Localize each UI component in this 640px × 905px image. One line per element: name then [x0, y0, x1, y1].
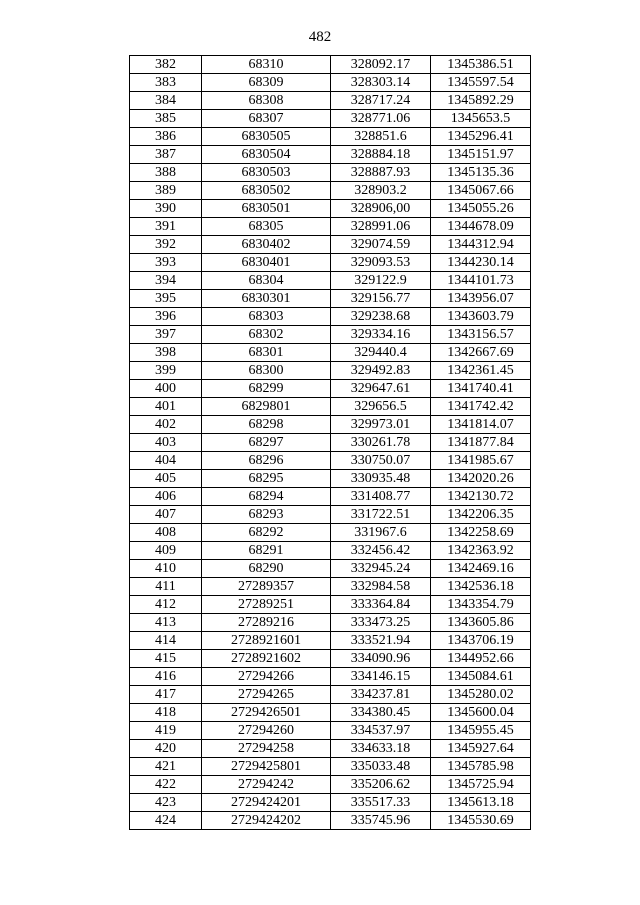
row-number-cell: 417	[130, 686, 202, 704]
y-coordinate-cell: 1345084.61	[431, 668, 531, 686]
table-row	[130, 218, 531, 236]
y-coordinate-cell: 1344312.94	[431, 236, 531, 254]
row-number-cell: 407	[130, 506, 202, 524]
point-id-cell: 68290	[202, 560, 331, 578]
x-coordinate-cell: 328906,00	[331, 200, 431, 218]
y-coordinate-cell: 1345785.98	[431, 758, 531, 776]
point-id-cell: 2728921602	[202, 650, 331, 668]
x-coordinate-cell: 329122.9	[331, 272, 431, 290]
row-number-cell: 396	[130, 308, 202, 326]
point-id-cell: 68303	[202, 308, 331, 326]
table-row	[130, 560, 531, 578]
y-coordinate-cell: 1345725.94	[431, 776, 531, 794]
point-id-cell: 68307	[202, 110, 331, 128]
row-number-cell: 400	[130, 380, 202, 398]
table-row	[130, 758, 531, 776]
y-coordinate-cell: 1345055.26	[431, 200, 531, 218]
y-coordinate-cell: 1345280.02	[431, 686, 531, 704]
y-coordinate-cell: 1345600.04	[431, 704, 531, 722]
y-coordinate-cell: 1344678.09	[431, 218, 531, 236]
x-coordinate-cell: 329656.5	[331, 398, 431, 416]
table-row	[130, 272, 531, 290]
table-row	[130, 290, 531, 308]
table-row	[130, 812, 531, 830]
y-coordinate-cell: 1344101.73	[431, 272, 531, 290]
x-coordinate-cell: 332945.24	[331, 560, 431, 578]
row-number-cell: 422	[130, 776, 202, 794]
x-coordinate-cell: 329973.01	[331, 416, 431, 434]
point-id-cell: 68291	[202, 542, 331, 560]
point-id-cell: 68295	[202, 470, 331, 488]
row-number-cell: 397	[130, 326, 202, 344]
x-coordinate-cell: 334380.45	[331, 704, 431, 722]
row-number-cell: 410	[130, 560, 202, 578]
x-coordinate-cell: 329492.83	[331, 362, 431, 380]
x-coordinate-cell: 335033.48	[331, 758, 431, 776]
row-number-cell: 421	[130, 758, 202, 776]
y-coordinate-cell: 1343603.79	[431, 308, 531, 326]
row-number-cell: 383	[130, 74, 202, 92]
table-row	[130, 704, 531, 722]
y-coordinate-cell: 1345530.69	[431, 812, 531, 830]
row-number-cell: 413	[130, 614, 202, 632]
x-coordinate-cell: 329093.53	[331, 254, 431, 272]
row-number-cell: 398	[130, 344, 202, 362]
y-coordinate-cell: 1341742.42	[431, 398, 531, 416]
row-number-cell: 418	[130, 704, 202, 722]
table-row	[130, 578, 531, 596]
x-coordinate-cell: 333521.94	[331, 632, 431, 650]
row-number-cell: 402	[130, 416, 202, 434]
table-row	[130, 344, 531, 362]
row-number-cell: 388	[130, 164, 202, 182]
coordinates-table	[129, 55, 531, 830]
x-coordinate-cell: 335517.33	[331, 794, 431, 812]
point-id-cell: 27294258	[202, 740, 331, 758]
point-id-cell: 27294265	[202, 686, 331, 704]
x-coordinate-cell: 333473.25	[331, 614, 431, 632]
point-id-cell: 27294260	[202, 722, 331, 740]
x-coordinate-cell: 331408.77	[331, 488, 431, 506]
x-coordinate-cell: 329074.59	[331, 236, 431, 254]
y-coordinate-cell: 1341740.41	[431, 380, 531, 398]
point-id-cell: 68296	[202, 452, 331, 470]
row-number-cell: 415	[130, 650, 202, 668]
x-coordinate-cell: 330261.78	[331, 434, 431, 452]
row-number-cell: 391	[130, 218, 202, 236]
table-row	[130, 524, 531, 542]
y-coordinate-cell: 1343706.19	[431, 632, 531, 650]
point-id-cell: 68293	[202, 506, 331, 524]
point-id-cell: 6829801	[202, 398, 331, 416]
x-coordinate-cell: 329440.4	[331, 344, 431, 362]
table-row	[130, 686, 531, 704]
point-id-cell: 27289251	[202, 596, 331, 614]
point-id-cell: 6830402	[202, 236, 331, 254]
row-number-cell: 405	[130, 470, 202, 488]
x-coordinate-cell: 328092.17	[331, 56, 431, 74]
table-row	[130, 542, 531, 560]
x-coordinate-cell: 334146.15	[331, 668, 431, 686]
table-row	[130, 236, 531, 254]
row-number-cell: 399	[130, 362, 202, 380]
row-number-cell: 392	[130, 236, 202, 254]
point-id-cell: 68301	[202, 344, 331, 362]
table-row	[130, 452, 531, 470]
y-coordinate-cell: 1342361.45	[431, 362, 531, 380]
table-row	[130, 398, 531, 416]
point-id-cell: 6830401	[202, 254, 331, 272]
row-number-cell: 394	[130, 272, 202, 290]
row-number-cell: 382	[130, 56, 202, 74]
x-coordinate-cell: 329647.61	[331, 380, 431, 398]
table-row	[130, 110, 531, 128]
row-number-cell: 390	[130, 200, 202, 218]
x-coordinate-cell: 333364.84	[331, 596, 431, 614]
point-id-cell: 2729426501	[202, 704, 331, 722]
row-number-cell: 384	[130, 92, 202, 110]
table-row	[130, 146, 531, 164]
point-id-cell: 68292	[202, 524, 331, 542]
y-coordinate-cell: 1345135.36	[431, 164, 531, 182]
table-row	[130, 200, 531, 218]
table-row	[130, 434, 531, 452]
row-number-cell: 408	[130, 524, 202, 542]
table-row	[130, 470, 531, 488]
row-number-cell: 420	[130, 740, 202, 758]
y-coordinate-cell: 1345151.97	[431, 146, 531, 164]
point-id-cell: 6830502	[202, 182, 331, 200]
y-coordinate-cell: 1345597.54	[431, 74, 531, 92]
point-id-cell: 68304	[202, 272, 331, 290]
x-coordinate-cell: 328851.6	[331, 128, 431, 146]
y-coordinate-cell: 1344952.66	[431, 650, 531, 668]
point-id-cell: 68294	[202, 488, 331, 506]
y-coordinate-cell: 1344230.14	[431, 254, 531, 272]
row-number-cell: 385	[130, 110, 202, 128]
point-id-cell: 2729424201	[202, 794, 331, 812]
point-id-cell: 68302	[202, 326, 331, 344]
point-id-cell: 6830501	[202, 200, 331, 218]
x-coordinate-cell: 329334.16	[331, 326, 431, 344]
table-row	[130, 668, 531, 686]
y-coordinate-cell: 1343156.57	[431, 326, 531, 344]
x-coordinate-cell: 328303.14	[331, 74, 431, 92]
x-coordinate-cell: 334090.96	[331, 650, 431, 668]
row-number-cell: 389	[130, 182, 202, 200]
y-coordinate-cell: 1342667.69	[431, 344, 531, 362]
x-coordinate-cell: 330935.48	[331, 470, 431, 488]
x-coordinate-cell: 332456.42	[331, 542, 431, 560]
point-id-cell: 6830301	[202, 290, 331, 308]
row-number-cell: 401	[130, 398, 202, 416]
row-number-cell: 423	[130, 794, 202, 812]
y-coordinate-cell: 1345067.66	[431, 182, 531, 200]
y-coordinate-cell: 1341985.67	[431, 452, 531, 470]
row-number-cell: 409	[130, 542, 202, 560]
table-row	[130, 506, 531, 524]
row-number-cell: 406	[130, 488, 202, 506]
y-coordinate-cell: 1343956.07	[431, 290, 531, 308]
point-id-cell: 2728921601	[202, 632, 331, 650]
point-id-cell: 27289357	[202, 578, 331, 596]
x-coordinate-cell: 329156.77	[331, 290, 431, 308]
x-coordinate-cell: 329238.68	[331, 308, 431, 326]
point-id-cell: 68308	[202, 92, 331, 110]
point-id-cell: 6830504	[202, 146, 331, 164]
x-coordinate-cell: 330750.07	[331, 452, 431, 470]
table-row	[130, 740, 531, 758]
y-coordinate-cell: 1345927.64	[431, 740, 531, 758]
point-id-cell: 68299	[202, 380, 331, 398]
y-coordinate-cell: 1342469.16	[431, 560, 531, 578]
y-coordinate-cell: 1345955.45	[431, 722, 531, 740]
row-number-cell: 424	[130, 812, 202, 830]
row-number-cell: 386	[130, 128, 202, 146]
table-row	[130, 614, 531, 632]
point-id-cell: 27294242	[202, 776, 331, 794]
point-id-cell: 6830503	[202, 164, 331, 182]
y-coordinate-cell: 1342258.69	[431, 524, 531, 542]
y-coordinate-cell: 1345892.29	[431, 92, 531, 110]
table-row	[130, 326, 531, 344]
point-id-cell: 68298	[202, 416, 331, 434]
table-row	[130, 56, 531, 74]
x-coordinate-cell: 328991.06	[331, 218, 431, 236]
point-id-cell: 68309	[202, 74, 331, 92]
table-row	[130, 650, 531, 668]
table-row	[130, 362, 531, 380]
x-coordinate-cell: 334633.18	[331, 740, 431, 758]
row-number-cell: 414	[130, 632, 202, 650]
x-coordinate-cell: 328771.06	[331, 110, 431, 128]
row-number-cell: 393	[130, 254, 202, 272]
x-coordinate-cell: 331722.51	[331, 506, 431, 524]
x-coordinate-cell: 335206.62	[331, 776, 431, 794]
table-row	[130, 380, 531, 398]
x-coordinate-cell: 328887.93	[331, 164, 431, 182]
point-id-cell: 68297	[202, 434, 331, 452]
x-coordinate-cell: 328884.18	[331, 146, 431, 164]
y-coordinate-cell: 1341814.07	[431, 416, 531, 434]
point-id-cell: 68300	[202, 362, 331, 380]
row-number-cell: 403	[130, 434, 202, 452]
y-coordinate-cell: 1341877.84	[431, 434, 531, 452]
table-row	[130, 596, 531, 614]
table-row	[130, 632, 531, 650]
row-number-cell: 411	[130, 578, 202, 596]
point-id-cell: 27289216	[202, 614, 331, 632]
point-id-cell: 6830505	[202, 128, 331, 146]
row-number-cell: 419	[130, 722, 202, 740]
row-number-cell: 395	[130, 290, 202, 308]
y-coordinate-cell: 1345296.41	[431, 128, 531, 146]
row-number-cell: 412	[130, 596, 202, 614]
x-coordinate-cell: 328717.24	[331, 92, 431, 110]
table-row	[130, 722, 531, 740]
table-row	[130, 416, 531, 434]
table-row	[130, 164, 531, 182]
table-row	[130, 92, 531, 110]
table-row	[130, 74, 531, 92]
x-coordinate-cell: 334237.81	[331, 686, 431, 704]
table-row	[130, 182, 531, 200]
y-coordinate-cell: 1345613.18	[431, 794, 531, 812]
y-coordinate-cell: 1343354.79	[431, 596, 531, 614]
y-coordinate-cell: 1342020.26	[431, 470, 531, 488]
x-coordinate-cell: 335745.96	[331, 812, 431, 830]
x-coordinate-cell: 334537.97	[331, 722, 431, 740]
table-row	[130, 308, 531, 326]
table-row	[130, 776, 531, 794]
row-number-cell: 416	[130, 668, 202, 686]
point-id-cell: 68310	[202, 56, 331, 74]
x-coordinate-cell: 331967.6	[331, 524, 431, 542]
table-row	[130, 794, 531, 812]
x-coordinate-cell: 332984.58	[331, 578, 431, 596]
x-coordinate-cell: 328903.2	[331, 182, 431, 200]
y-coordinate-cell: 1342206.35	[431, 506, 531, 524]
point-id-cell: 2729425801	[202, 758, 331, 776]
y-coordinate-cell: 1342363.92	[431, 542, 531, 560]
page-number: 482	[308, 29, 332, 45]
table-row	[130, 254, 531, 272]
y-coordinate-cell: 1342536.18	[431, 578, 531, 596]
point-id-cell: 27294266	[202, 668, 331, 686]
point-id-cell: 2729424202	[202, 812, 331, 830]
table-row	[130, 488, 531, 506]
row-number-cell: 387	[130, 146, 202, 164]
y-coordinate-cell: 1345386.51	[431, 56, 531, 74]
y-coordinate-cell: 1342130.72	[431, 488, 531, 506]
point-id-cell: 68305	[202, 218, 331, 236]
table-body	[130, 56, 531, 830]
y-coordinate-cell: 1345653.5	[431, 110, 531, 128]
y-coordinate-cell: 1343605.86	[431, 614, 531, 632]
row-number-cell: 404	[130, 452, 202, 470]
table-row	[130, 128, 531, 146]
